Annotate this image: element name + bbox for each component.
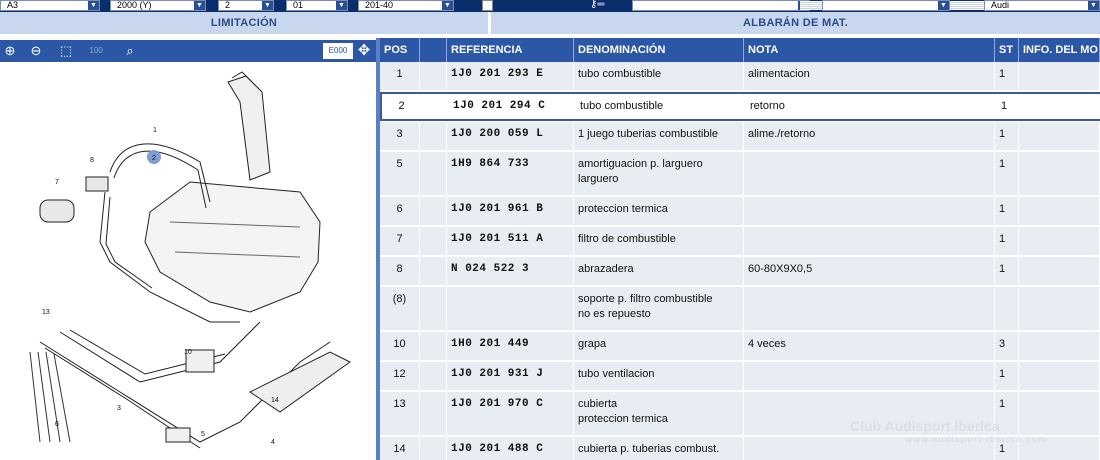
cell-pos: 13 xyxy=(380,392,420,435)
move-icon[interactable]: ✥ xyxy=(357,42,371,59)
cell-pos: 12 xyxy=(380,362,420,390)
cell-st: 1 xyxy=(995,62,1019,90)
group-select[interactable] xyxy=(218,0,274,11)
table-row[interactable] xyxy=(380,122,1100,151)
cell-info xyxy=(1019,332,1100,360)
cell-blank xyxy=(420,122,447,150)
table-row[interactable] xyxy=(380,257,1100,286)
cell-st: 1 xyxy=(995,392,1019,435)
cell-st: 3 xyxy=(995,332,1019,360)
cell-st: 1 xyxy=(995,197,1019,225)
cell-den: tubo combustible xyxy=(576,94,746,119)
col-nota[interactable]: NOTA xyxy=(744,38,995,62)
illustration-select[interactable] xyxy=(358,0,454,11)
cell-ref: 1J0 201 488 C xyxy=(447,437,574,460)
divider xyxy=(800,1,822,10)
table-row[interactable] xyxy=(380,287,1100,331)
cell-den: proteccion termica xyxy=(574,197,744,225)
chevron-down-icon[interactable]: ▼ xyxy=(442,1,453,11)
cell-ref: 1J0 201 293 E xyxy=(447,62,574,90)
cell-blank xyxy=(420,437,447,460)
cell-nota xyxy=(744,227,995,255)
limitation-header: LIMITACIÓN xyxy=(0,12,488,34)
cell-info xyxy=(1019,197,1100,225)
brand-select[interactable] xyxy=(984,0,1100,11)
cell-info xyxy=(1019,287,1100,330)
group-value: 2 xyxy=(225,0,231,10)
table-row[interactable] xyxy=(380,92,1100,121)
cell-den: cubierta proteccion termica xyxy=(574,392,744,435)
cell-info xyxy=(1019,362,1100,390)
cell-den: tubo combustible xyxy=(574,62,744,90)
callout[interactable]: 1 xyxy=(153,127,157,134)
cell-nota xyxy=(744,287,995,330)
search-select[interactable] xyxy=(632,0,810,11)
cell-nota xyxy=(744,197,995,225)
callout[interactable]: 4 xyxy=(271,439,275,446)
callout[interactable]: 14 xyxy=(271,397,279,404)
cell-pos: 1 xyxy=(380,62,420,90)
watermark-url: www.audisport-iberica.com xyxy=(905,434,1048,444)
cell-ref: 1J0 201 294 C xyxy=(449,94,576,119)
cell-info xyxy=(1019,62,1100,90)
cell-blank xyxy=(422,94,449,119)
table-row[interactable] xyxy=(380,227,1100,256)
divider xyxy=(950,1,984,10)
col-pos[interactable]: POS xyxy=(380,38,420,62)
cell-ref: 1J0 201 511 A xyxy=(447,227,574,255)
cell-info xyxy=(1019,227,1100,255)
table-row[interactable] xyxy=(380,62,1100,91)
cell-blank xyxy=(420,62,447,90)
cell-den: cubierta p. tuberias combust. xyxy=(574,437,744,460)
callout[interactable]: 8 xyxy=(90,157,94,164)
table-header xyxy=(380,38,1100,62)
callout[interactable]: 3 xyxy=(117,405,121,412)
cell-blank xyxy=(420,257,447,285)
cell-ref: 1J0 201 961 B xyxy=(447,197,574,225)
cell-nota: retorno xyxy=(746,94,997,119)
cell-st: 1 xyxy=(995,257,1019,285)
callout[interactable]: 7 xyxy=(55,179,59,186)
material-header: ALBARÁN DE MAT. xyxy=(491,12,1100,34)
year-value: 2000 (Y) xyxy=(117,0,152,10)
cell-den: abrazadera xyxy=(574,257,744,285)
cell-blank xyxy=(420,197,447,225)
cell-ref: 1J0 201 931 J xyxy=(447,362,574,390)
chevron-down-icon[interactable]: ▼ xyxy=(88,1,99,11)
chevron-down-icon[interactable]: ▼ xyxy=(194,1,205,11)
cell-ref: 1H9 864 733 xyxy=(447,152,574,195)
cell-den: grapa xyxy=(574,332,744,360)
cell-pos: (8) xyxy=(380,287,420,330)
cell-pos: 3 xyxy=(380,122,420,150)
cell-pos: 2 xyxy=(382,94,422,119)
cell-pos: 7 xyxy=(380,227,420,255)
cell-info xyxy=(1019,257,1100,285)
key-icon[interactable]: ⚷═ xyxy=(590,0,605,10)
cell-blank xyxy=(420,152,447,195)
col-info-modelo[interactable]: INFO. DEL MO xyxy=(1019,38,1100,62)
cell-st: 1 xyxy=(995,362,1019,390)
zoom-in-icon[interactable]: ⊕ xyxy=(4,43,16,58)
table-row[interactable] xyxy=(380,332,1100,361)
cell-nota: alimentacion xyxy=(744,62,995,90)
heat-shield-shape xyxy=(250,352,350,412)
cell-pos: 5 xyxy=(380,152,420,195)
cell-blank xyxy=(420,332,447,360)
cell-info xyxy=(1019,122,1100,150)
cell-blank xyxy=(420,287,447,330)
chevron-down-icon[interactable]: ▼ xyxy=(262,1,273,11)
year-select[interactable] xyxy=(110,0,206,11)
zoom-100-icon[interactable]: 100 xyxy=(89,46,103,55)
cell-blank xyxy=(420,362,447,390)
zoom-toolbar xyxy=(0,40,376,62)
fit-box-button[interactable]: E000 xyxy=(323,43,353,59)
filter-checkbox[interactable] xyxy=(482,0,493,11)
cell-st: 1 xyxy=(995,122,1019,150)
search-icon[interactable]: ⌕ xyxy=(126,43,134,58)
chevron-down-icon[interactable]: ▼ xyxy=(938,1,949,11)
fuel-filter-shape xyxy=(40,200,74,222)
cell-pos: 6 xyxy=(380,197,420,225)
cell-den: tubo ventilacion xyxy=(574,362,744,390)
col-referencia[interactable]: REFERENCIA xyxy=(447,38,574,62)
cell-den: amortiguacion p. larguero larguero xyxy=(574,152,744,195)
cell-st: 1 xyxy=(997,94,1021,119)
subgroup-select[interactable] xyxy=(286,0,348,11)
callout[interactable]: 6 xyxy=(55,421,59,428)
callout[interactable]: 5 xyxy=(201,431,205,438)
chevron-down-icon[interactable]: ▼ xyxy=(1088,1,1099,11)
callout[interactable]: 13 xyxy=(42,309,50,316)
filter-bar xyxy=(0,0,1100,12)
cell-st: 1 xyxy=(995,437,1019,460)
market-select[interactable] xyxy=(822,0,950,11)
cell-st: 1 xyxy=(995,227,1019,255)
filler-neck-shape xyxy=(228,76,270,180)
table-row[interactable] xyxy=(380,152,1100,196)
cell-nota: 60-80X9X0,5 xyxy=(744,257,995,285)
cell-den: 1 juego tuberias combustible xyxy=(574,122,744,150)
cell-blank xyxy=(420,227,447,255)
cell-nota: 4 veces xyxy=(744,332,995,360)
cell-ref: 1J0 201 970 C xyxy=(447,392,574,435)
parts-table xyxy=(380,38,1100,460)
cell-pos: 14 xyxy=(380,437,420,460)
brand-value: Audi xyxy=(991,0,1010,10)
watermark xyxy=(850,418,1100,458)
fuel-system-diagram xyxy=(0,62,376,460)
cell-nota xyxy=(744,152,995,195)
cell-info xyxy=(1019,152,1100,195)
cell-den: filtro de combustible xyxy=(574,227,744,255)
zoom-area-icon[interactable]: ⬚ xyxy=(59,43,73,58)
cell-nota xyxy=(744,362,995,390)
callout[interactable]: 2 xyxy=(152,155,156,162)
cell-ref: N 024 522 3 xyxy=(447,257,574,285)
model-select[interactable] xyxy=(0,0,100,11)
cell-ref xyxy=(447,287,574,330)
cell-info xyxy=(1021,94,1100,119)
fuel-tank-shape xyxy=(145,182,320,312)
table-row[interactable] xyxy=(380,197,1100,226)
cell-ref: 1J0 200 059 L xyxy=(447,122,574,150)
col-st[interactable]: ST xyxy=(995,38,1019,62)
model-value: A3 xyxy=(7,0,19,10)
callout[interactable]: 10 xyxy=(184,349,192,356)
col-blank[interactable] xyxy=(420,38,447,62)
watermark-title: Club Audisport Iberica xyxy=(850,418,1000,434)
cell-ref: 1H0 201 449 xyxy=(447,332,574,360)
cell-den: soporte p. filtro combustible no es repuesto xyxy=(574,287,744,330)
cell-pos: 10 xyxy=(380,332,420,360)
table-row[interactable] xyxy=(380,362,1100,391)
cell-pos: 8 xyxy=(380,257,420,285)
cell-st: 1 xyxy=(995,152,1019,195)
cell-st xyxy=(995,287,1019,330)
subgroup-value: 01 xyxy=(293,0,304,10)
cell-nota: alime./retorno xyxy=(744,122,995,150)
cell-blank xyxy=(420,392,447,435)
col-denominacion[interactable]: DENOMINACIÓN xyxy=(574,38,744,62)
illustration-value: 201-40 xyxy=(365,0,394,10)
chevron-down-icon[interactable]: ▼ xyxy=(336,1,347,11)
zoom-out-icon[interactable]: ⊖ xyxy=(30,43,42,58)
